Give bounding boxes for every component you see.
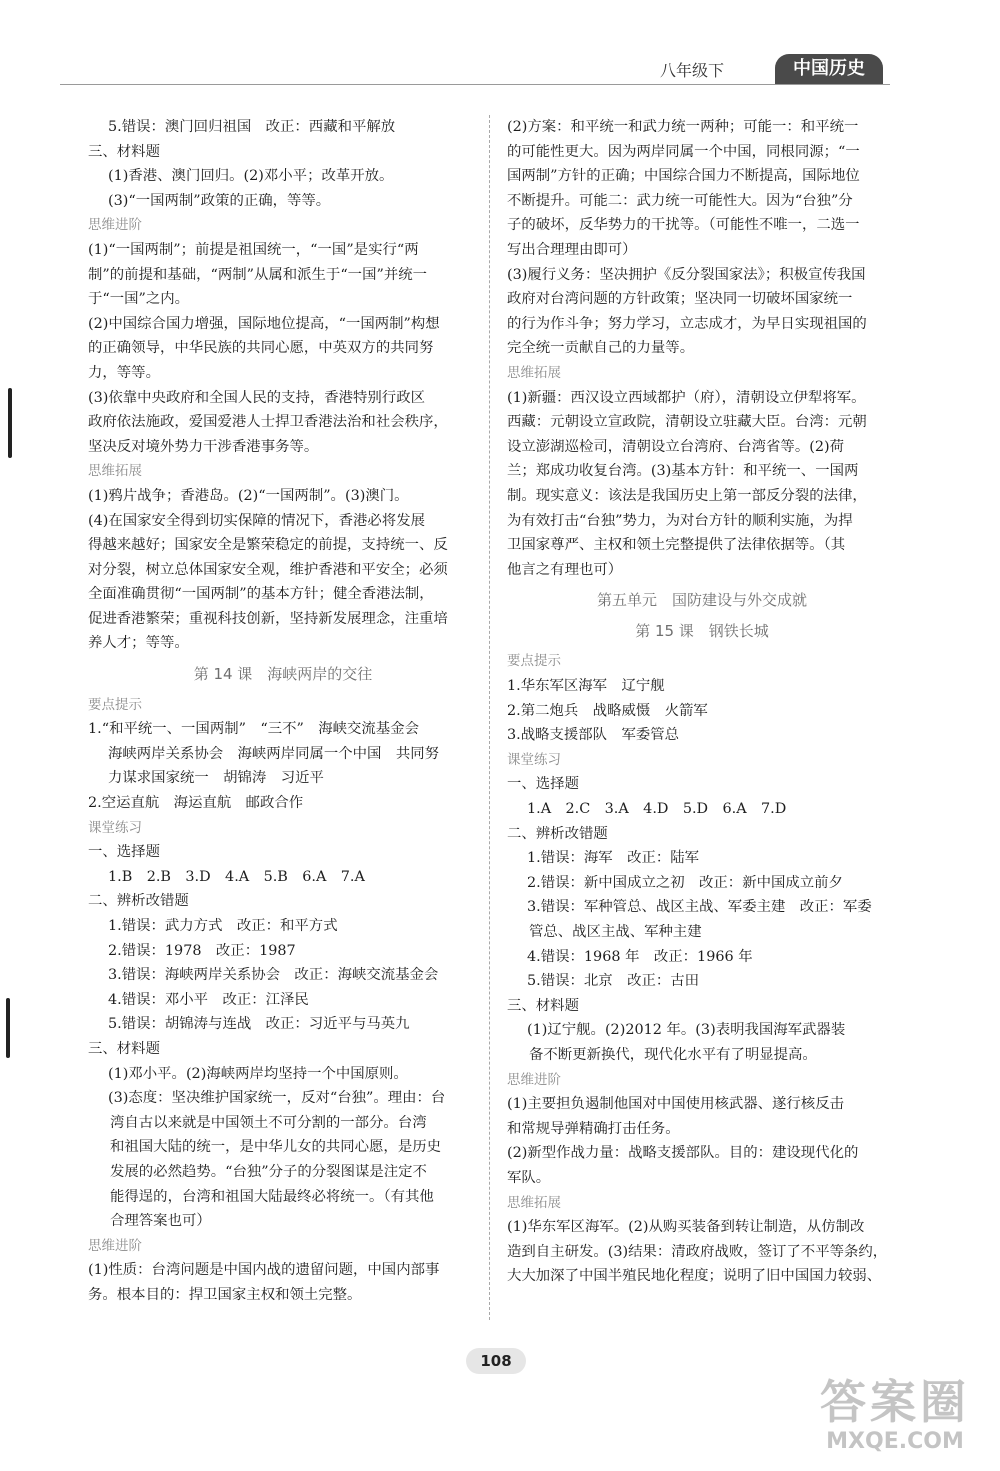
text-line: 一、选择题 [88, 844, 160, 861]
text-line: (1)鸦片战争；香港岛。(2)“一国两制”。(3)澳门。 [88, 487, 409, 504]
text-line: 全面准确贯彻“一国两制”的基本方针；健全香港法制， [88, 586, 434, 603]
text-line: 卫国家尊严、主权和领土完整提供了法律依据等。（其 [507, 537, 846, 554]
text-line: (1)邓小平。(2)海峡两岸均坚持一个中国原则。 [108, 1065, 408, 1082]
text-line: 为有效打击“台独”势力，为对台方针的顺利实施，为捍 [507, 512, 853, 529]
text-line: 子的破坏，反华势力的干扰等。（可能性不唯一，二选一 [507, 217, 860, 234]
text-line: 4.错误：1968 年 改正：1966 年 [527, 948, 753, 965]
scan-mark [8, 388, 12, 458]
text-line: (1)华东军区海军。(2)从购买装备到转让制造，从仿制改 [507, 1219, 865, 1236]
text-line: (3)“一国两制”政策的正确，等等。 [108, 192, 331, 209]
lesson-title: 第五单元 国防建设与外交成就 [596, 591, 807, 610]
text-line: 1.错误：武力方式 改正：和平方式 [108, 918, 338, 934]
text-line: 力，等等。 [88, 364, 160, 381]
text-line: 力谋求国家统一 胡锦涛 习近平 [108, 770, 324, 787]
text-line: 2.第二炮兵 战略威慑 火箭军 [507, 702, 708, 719]
text-line: 2.空运直航 海运直航 邮政合作 [88, 795, 304, 812]
text-line: 务。根本目的：捍卫国家主权和领土完整。 [88, 1286, 362, 1303]
page-number: 108 [466, 1348, 526, 1374]
watermark-url-text: MXQE.COM [826, 1429, 964, 1454]
scan-mark [6, 998, 10, 1058]
watermark-main-text: 答案圈 [820, 1375, 970, 1429]
text-line: 造到自主研发。(3)结果：清政府战败，签订了不平等条约， [507, 1243, 888, 1260]
text-line: 不断提升。可能二：武力统一可能性大。因为“台独”分 [507, 192, 853, 209]
text-line: 于“一国”之内。 [88, 291, 190, 308]
text-line: 的正确领导，中华民族的共同心愿，中英双方的共同努 [88, 340, 434, 357]
text-line: 4.错误：邓小平 改正：江泽民 [108, 991, 309, 1008]
text-line: 和常规导弹精确打击任务。 [507, 1120, 680, 1137]
text-line: (3)态度：坚决维护国家统一，反对“台独”。理由：台 [108, 1090, 446, 1107]
text-line: (1)性质：台湾问题是中国内战的遗留问题，中国内部事 [88, 1262, 440, 1279]
section-heading: 思维进阶 [88, 1237, 142, 1254]
section-heading: 思维拓展 [507, 1194, 561, 1211]
lesson-title: 第 15 课 钢铁长城 [635, 621, 769, 640]
text-line: 1.B 2.B 3.D 4.A 5.B 6.A 7.A [108, 868, 365, 885]
text-line: 三、材料题 [88, 1040, 160, 1057]
section-heading: 思维进阶 [507, 1071, 561, 1088]
text-line: 他言之有理也可） [507, 561, 623, 578]
text-line: 一、选择题 [507, 776, 579, 793]
text-line: (3)依靠中央政府和全国人民的支持，香港特别行政区 [88, 389, 425, 406]
grade-label: 八年级下 [660, 61, 725, 80]
text-line: 的行为作斗争；努力学习，立志成才，为早日实现祖国的 [507, 315, 867, 332]
text-line: 合理答案也可） [110, 1213, 211, 1230]
text-line: 管总、战区主战、军种主建 [529, 924, 702, 940]
text-line: 得越来越好；国家安全是繁荣稳定的前提，支持统一、反 [88, 537, 448, 554]
text-line: (1)辽宁舰。(2)2012 年。(3)表明我国海军武器装 [527, 1022, 846, 1039]
text-line: (4)在国家安全得到切实保障的情况下，香港必将发展 [88, 512, 425, 529]
text-line: 能得逞的，台湾和祖国大陆最终必将统一。（有其他 [110, 1188, 434, 1205]
lesson-title: 第 14 课 海峡两岸的交往 [193, 665, 373, 684]
text-line: 制”的前提和基础，“两制”从属和派生于“一国”并统一 [88, 266, 427, 283]
text-line: 5.错误：澳门回归祖国 改正：西藏和平解放 [108, 119, 396, 135]
text-line: 写出合理理由即可） [507, 241, 637, 258]
text-line: (1)香港、澳门回归。(2)邓小平；改革开放。 [108, 168, 394, 185]
text-line: 1.错误：海军 改正：陆军 [527, 850, 700, 867]
text-line: 海峡两岸关系协会 海峡两岸同属一个中国 共同努 [108, 745, 439, 762]
text-line: 兰；郑成功收复台湾。(3)基本方针：和平统一、一国两 [507, 463, 859, 480]
text-line: (2)中国综合国力增强，国际地位提高，“一国两制”构想 [88, 315, 440, 332]
text-line: 湾自古以来就是中国领土不可分割的一部分。台湾 [110, 1114, 427, 1131]
text-line: 3.战略支援部队 军委管总 [507, 727, 680, 744]
section-heading: 思维进阶 [88, 217, 142, 234]
text-line: 国两制”方针的正确；中国综合国力不断提高，国际地位 [507, 168, 860, 185]
text-line: 和祖国大陆的统一，是中华儿女的共同心愿，是历史 [110, 1139, 441, 1156]
watermark-logo [800, 1375, 990, 1465]
text-line: 政府对台湾问题的方针政策；坚决同一切破坏国家统一 [507, 291, 853, 308]
section-heading: 思维拓展 [507, 364, 561, 381]
text-line: (1)主要担负遏制他国对中国使用核武器、遂行核反击 [507, 1096, 844, 1113]
text-line: 三、材料题 [88, 143, 160, 160]
text-line: 5.错误：胡锦涛与连战 改正：习近平与马英九 [108, 1016, 410, 1033]
text-line: 1.华东军区海军 辽宁舰 [507, 678, 665, 695]
left-column [88, 115, 478, 1308]
text-line: 设立澎湖巡检司，清朝设立台湾府、台湾省等。(2)荷 [507, 438, 844, 455]
text-line: 1.A 2.C 3.A 4.D 5.D 6.A 7.D [527, 801, 787, 818]
text-line: 制。现实意义：该法是我国历史上第一部反分裂的法律， [507, 487, 867, 504]
text-line: 2.错误：新中国成立之初 改正：新中国成立前夕 [527, 874, 843, 891]
text-line: 2.错误：1978 改正：1987 [108, 942, 296, 959]
text-line: 二、辨析改错题 [88, 893, 189, 910]
text-line: 完全统一贡献自己的力量等。 [507, 340, 695, 357]
text-line: (1)新疆：西汉设立西域都护（府），清朝设立伊犁将军。 [507, 389, 866, 406]
text-line: 养人才；等等。 [88, 635, 189, 652]
column-divider [489, 115, 490, 1320]
header-rule [60, 84, 890, 85]
right-column [507, 115, 897, 1289]
section-heading: 课堂练习 [507, 751, 561, 768]
text-line: 备不断更新换代，现代化水平有了明显提高。 [529, 1046, 817, 1063]
text-line: (2)新型作战力量：战略支援部队。目的：建设现代化的 [507, 1145, 859, 1162]
subject-tab: 中国历史 [775, 54, 883, 84]
text-line: 促进香港繁荣；重视科技创新，坚持新发展理念，注重培 [88, 610, 448, 627]
text-line: (3)履行义务：坚决拥护《反分裂国家法》；积极宣传我国 [507, 266, 866, 283]
text-line: 坚决反对境外势力干涉香港事务等。 [88, 438, 319, 455]
text-line: 西藏：元朝设立宣政院，清朝设立驻藏大臣。台湾：元朝 [507, 414, 867, 431]
text-line: 大大加深了中国半殖民地化程度；说明了旧中国国力较弱、 [507, 1268, 882, 1285]
text-line: 5.错误：北京 改正：古田 [527, 973, 700, 990]
text-line: 3.错误：军种管总、战区主战、军委主建 改正：军委 [527, 899, 872, 916]
section-heading: 课堂练习 [88, 819, 142, 836]
section-heading: 要点提示 [88, 696, 142, 713]
text-line: 1.“和平统一、一国两制” “三不” 海峡交流基金会 [88, 721, 419, 738]
text-line: 三、材料题 [507, 997, 579, 1014]
text-line: 对分裂，树立总体国家安全观，维护香港和平安全；必须 [88, 561, 448, 578]
text-line: 的可能性更大。因为两岸同属一个中国，同根同源；“一 [507, 143, 860, 160]
text-line: 军队。 [507, 1169, 551, 1186]
text-line: (2)方案：和平统一和武力统一两种；可能一：和平统一 [507, 119, 859, 135]
text-line: 政府依法施政，爱国爱港人士捍卫香港法治和社会秩序， [88, 414, 448, 431]
text-line: (1)“一国两制”；前提是祖国统一，“一国”是实行“两 [88, 241, 419, 258]
section-heading: 要点提示 [507, 653, 561, 670]
text-line: 3.错误：海峡两岸关系协会 改正：海峡交流基金会 [108, 967, 439, 984]
text-line: 发展的必然趋势。“台独”分子的分裂图谋是注定不 [110, 1163, 427, 1180]
section-heading: 思维拓展 [88, 463, 142, 480]
text-line: 二、辨析改错题 [507, 825, 608, 842]
